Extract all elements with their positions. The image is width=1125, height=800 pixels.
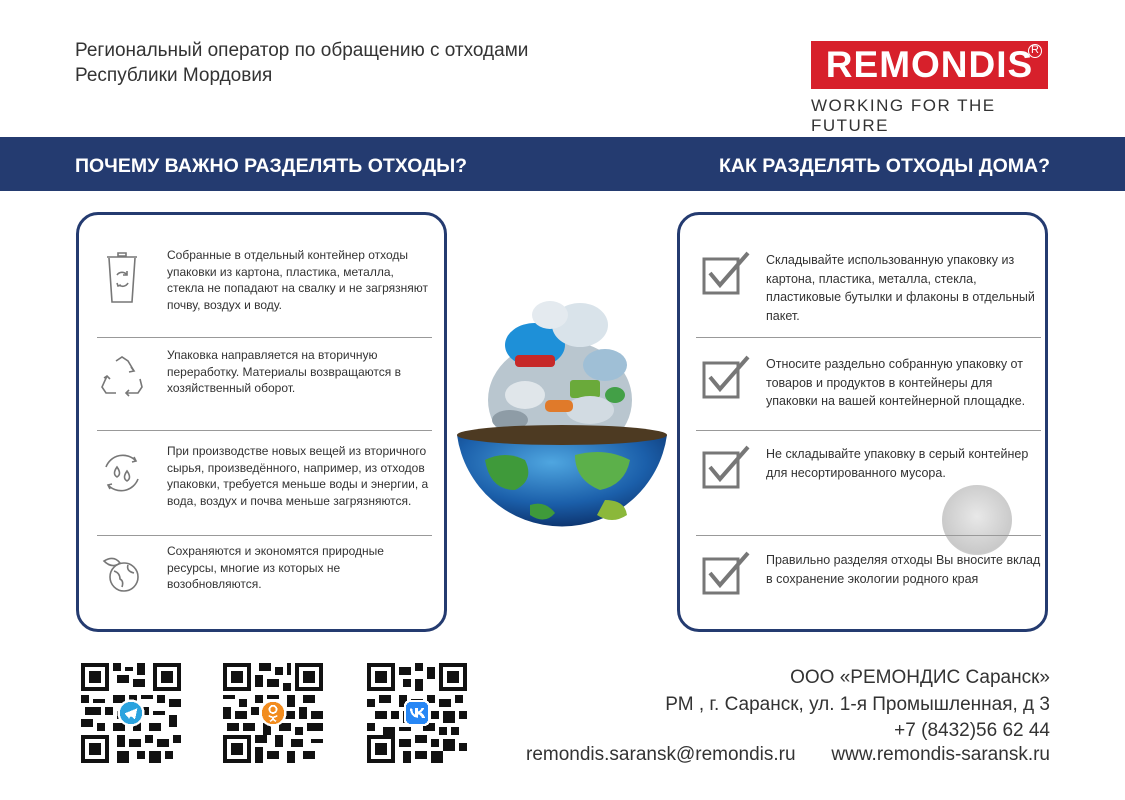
reason-text: При производстве новых вещей из вторичного сырья, произведённого, например, из отходов упаковки, требуется меньше воды и энергии, а вода, воздух и почва меньше загрязняются.	[167, 444, 429, 508]
checkbox-icon	[696, 551, 756, 601]
water-drops-cycle-icon	[97, 443, 147, 503]
logo-tagline: WORKING FOR THE FUTURE	[811, 96, 996, 135]
divider	[97, 430, 432, 431]
recycle-tree-emblem	[942, 485, 1012, 555]
company-address: РМ , г. Саранск, ул. 1-я Промышленная, д 3	[665, 693, 1050, 715]
recycle-icon	[97, 347, 147, 407]
step-item	[696, 251, 1041, 325]
checkbox-icon	[696, 445, 756, 495]
reason-text: Сохраняются и экономятся природные ресурсы, многие из которых не возобновляются.	[167, 544, 384, 591]
step-text: Складывайте использованную упаковку из картона, пластика, металла, стекла, пластиковые бутылки и флаконы в отдельный пакет.	[766, 253, 1035, 323]
step-item	[696, 355, 1041, 411]
qr-code-odnoklassniki[interactable]	[223, 663, 323, 763]
registered-mark: R	[1028, 44, 1042, 58]
organization-title	[75, 38, 528, 88]
steps-panel	[677, 212, 1048, 632]
org-title-line2: Республики Мордовия	[75, 65, 273, 86]
banner-heading-why: ПОЧЕМУ ВАЖНО РАЗДЕЛЯТЬ ОТХОДЫ?	[75, 155, 468, 177]
divider	[696, 337, 1041, 338]
step-text: Относите раздельно собранную упаковку от товаров и продуктов в контейнеры для упаковки на вашей контейнерной площадке.	[766, 357, 1026, 408]
step-text: Правильно разделяя отходы Вы вносите вклад в сохранение экологии родного края	[766, 553, 1041, 586]
banner-heading-how: КАК РАЗДЕЛЯТЬ ОТХОДЫ ДОМА?	[718, 155, 1050, 177]
divider	[696, 535, 1041, 536]
leaf-globe-icon	[97, 543, 147, 603]
step-item	[696, 551, 1041, 601]
logo-text: REMONDIS	[825, 44, 1034, 85]
company-name: ООО «РЕМОНДИС Саранск»	[790, 667, 1050, 688]
step-text: Не складывайте упаковку в серый контейнер для несортированного мусора.	[766, 447, 1029, 480]
reason-item	[97, 247, 432, 313]
email-link[interactable]: remondis.saransk@remondis.ru	[526, 744, 796, 765]
checkbox-icon	[696, 251, 756, 301]
website-link[interactable]: www.remondis-saransk.ru	[831, 744, 1050, 765]
waste-globe-illustration	[455, 285, 670, 550]
divider	[97, 535, 432, 536]
reason-item	[97, 443, 432, 509]
divider	[696, 430, 1041, 431]
trash-bin-recycle-icon	[97, 247, 147, 307]
qr-code-telegram[interactable]	[81, 663, 181, 763]
reason-text: Собранные в отдельный контейнер отходы упаковки из картона, пластика, металла, стекла не попадают на свалку и не загрязняют почву, воздух и воду.	[167, 248, 429, 312]
org-title-line1: Региональный оператор по обращению с отходами	[75, 40, 529, 61]
section-banner	[0, 137, 1125, 191]
reasons-panel	[76, 212, 447, 632]
remondis-logo	[811, 41, 1048, 89]
reason-text: Упаковка направляется на вторичную переработку. Материалы возвращаются в хозяйственный оборот.	[167, 348, 401, 395]
reason-item	[97, 347, 432, 407]
checkbox-icon	[696, 355, 756, 405]
reason-item	[97, 543, 432, 603]
phone-number[interactable]: +7 (8432)56 62 44	[894, 720, 1050, 741]
qr-code-vk[interactable]	[367, 663, 467, 763]
contact-block	[665, 665, 1050, 745]
divider	[97, 337, 432, 338]
